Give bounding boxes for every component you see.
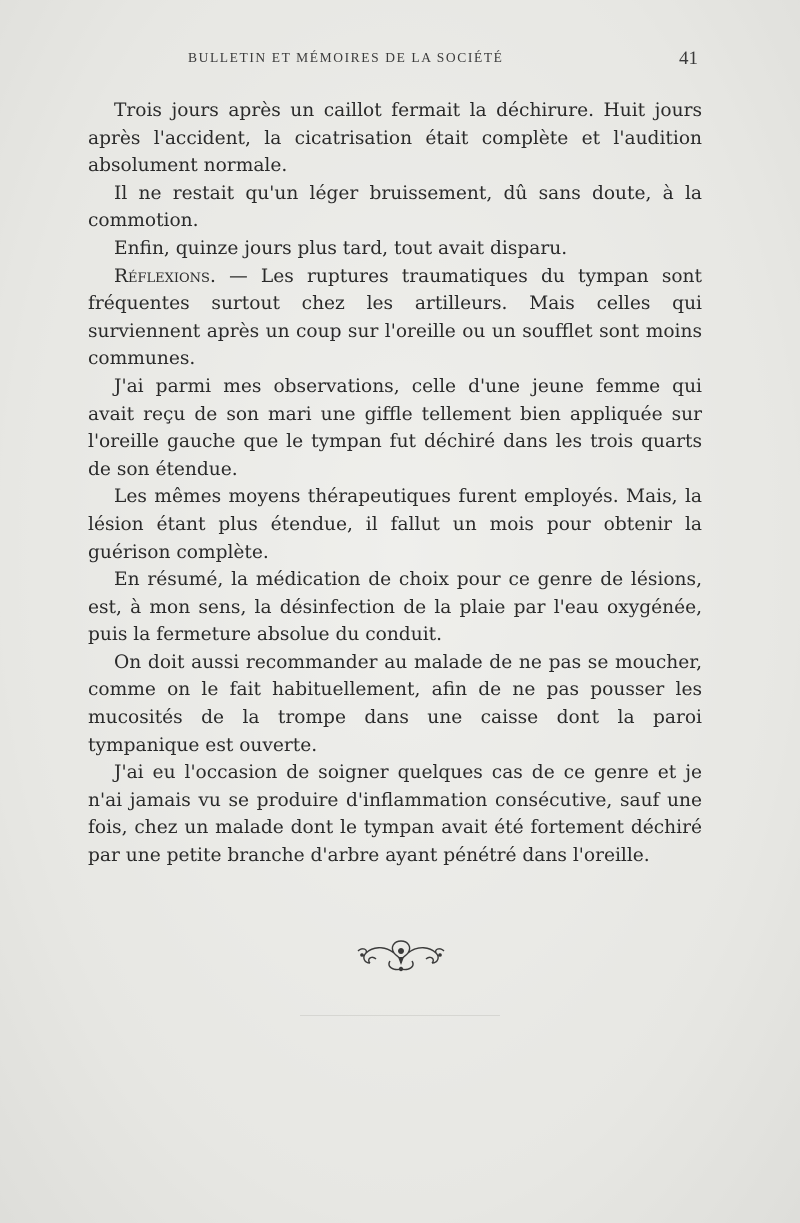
body-text [88, 97, 702, 870]
bleed-through-line [300, 1015, 500, 1016]
paragraph: Les mêmes moyens thérapeutiques furent employés. Mais, la lésion étant plus étendue, il fallut un mois pour obtenir la guérison complète. [88, 486, 702, 563]
running-title: BULLETIN ET MÉMOIRES DE LA SOCIÉTÉ [188, 50, 504, 65]
fleuron-ornament-icon [354, 935, 448, 975]
reflexions-label: Réflexions [114, 265, 210, 287]
running-head [88, 50, 700, 74]
paragraph: En résumé, la médication de choix pour ce genre de lésions, est, à mon sens, la désinfection de la plaie par l'eau oxygénée, puis la fermeture absolue du conduit. [88, 569, 702, 646]
reflexions-text: Les ruptures traumatiques du tympan sont fréquentes surtout chez les artilleurs. Mais celles qui surviennent après un coup sur l'oreille ou un soufflet sont moins communes. [88, 265, 702, 370]
paragraph: Enfin, quinze jours plus tard, tout avait disparu. [114, 237, 568, 259]
paragraph: J'ai parmi mes observations, celle d'une jeune femme qui avait reçu de son mari une giffle tellement bien appliquée sur l'oreille gauche que le tympan fut déchiré dans les trois quarts de son étendue. [88, 375, 702, 480]
paragraph: J'ai eu l'occasion de soigner quelques cas de ce genre et je n'ai jamais vu se produire d'inflammation consécutive, sauf une fois, chez un malade dont le tympan avait été fortement déchiré par une petite branche d'arbre ayant pénétré dans l'oreille. [88, 762, 702, 867]
reflexions-dash: . — [209, 265, 261, 287]
paragraph: On doit aussi recommander au malade de ne pas se moucher, comme on le fait habituellement, afin de ne pas pousser les mucosités de la trompe dans une caisse dont la paroi tympanique est ouverte. [88, 651, 702, 756]
paragraph-reflexions [88, 263, 702, 373]
paragraph: Il ne restait qu'un léger bruissement, dû sans doute, à la commotion. [88, 182, 702, 232]
page-number: 41 [679, 48, 698, 69]
paragraph: Trois jours après un caillot fermait la déchirure. Huit jours après l'accident, la cicatrisation était complète et l'audition absolument normale. [88, 100, 702, 177]
